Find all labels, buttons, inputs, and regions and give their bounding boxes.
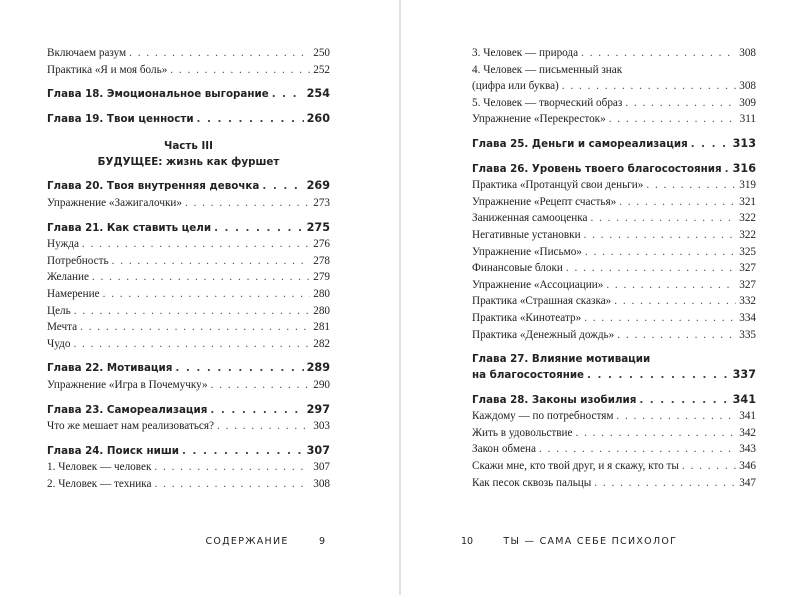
- toc-entry-page: 335: [739, 328, 756, 341]
- toc-entry-page: 303: [313, 420, 330, 433]
- toc-entry-title: Упражнение «Письмо»: [472, 245, 582, 258]
- dot-leader: [175, 360, 303, 377]
- right-running-footer: [461, 536, 677, 547]
- chapter-title: Глава 23. Самореализация: [47, 403, 208, 416]
- chapter-title: Глава 20. Твоя внутренняя девочка: [47, 180, 260, 193]
- toc-entry-line2[interactable]: [472, 78, 756, 95]
- toc-entry-title: 4. Человек — письменный знак: [472, 63, 623, 76]
- toc-entry-page: 279: [313, 271, 330, 284]
- dot-leader: [210, 402, 303, 419]
- chapter-page: 316: [732, 161, 756, 175]
- toc-entry-page: 343: [739, 443, 756, 456]
- toc-entry-title: Упражнение «Ассоциации»: [472, 278, 604, 291]
- dot-leader: [725, 161, 730, 178]
- toc-entry[interactable]: [472, 194, 756, 211]
- chapter-page: 269: [306, 179, 330, 193]
- toc-entry[interactable]: [47, 303, 330, 320]
- toc-entry[interactable]: [47, 459, 330, 476]
- toc-chapter-27[interactable]: [472, 351, 756, 384]
- dot-leader: [272, 86, 304, 103]
- toc-entry-page: 250: [313, 47, 330, 59]
- toc-entry[interactable]: [47, 269, 330, 286]
- dot-leader: [112, 253, 311, 270]
- toc-entry[interactable]: [47, 236, 330, 253]
- toc-entry-title: Упражнение «Перекресток»: [472, 113, 606, 126]
- toc-entry[interactable]: [472, 244, 756, 261]
- toc-entry-line1[interactable]: [472, 62, 756, 79]
- toc-entry[interactable]: [47, 286, 330, 303]
- toc-entry-page: 252: [313, 63, 330, 76]
- toc-entry-title: Практика «Кинотеатр»: [472, 311, 582, 324]
- toc-entry-page: 321: [739, 195, 756, 208]
- toc-entry-page: 334: [739, 311, 756, 324]
- toc-chapter-25[interactable]: [472, 136, 756, 153]
- toc-entry-page: 308: [313, 477, 330, 490]
- toc-entry[interactable]: [472, 177, 756, 194]
- dot-leader: [214, 220, 304, 237]
- page-number: 10: [461, 536, 474, 547]
- toc-entry-title: 2. Человек — техника: [47, 477, 152, 490]
- dot-leader: [92, 269, 310, 286]
- toc-entry-title: Каждому — по потребностям: [472, 410, 614, 423]
- chapter-page: 337: [732, 368, 756, 382]
- toc-chapter-28[interactable]: [472, 392, 756, 409]
- toc-entry-title: Чудо: [47, 337, 71, 350]
- toc-entry-title: Закон обмена: [472, 443, 536, 456]
- toc-entry-page: 327: [739, 278, 756, 291]
- dot-leader: [616, 408, 736, 425]
- toc-entry[interactable]: [472, 95, 756, 112]
- toc-entry-page: 311: [739, 113, 756, 126]
- toc-entry[interactable]: [47, 476, 330, 493]
- toc-chapter-22[interactable]: [47, 360, 330, 377]
- dot-leader: [103, 286, 311, 303]
- chapter-page: 341: [732, 392, 756, 406]
- toc-chapter-21[interactable]: [47, 220, 330, 237]
- toc-entry-page: 347: [739, 476, 756, 489]
- toc-entry-page: 327: [739, 262, 756, 275]
- dot-leader: [170, 62, 310, 79]
- toc-entry-page: 319: [739, 179, 756, 192]
- dot-leader: [584, 310, 736, 327]
- toc-chapter-19[interactable]: [47, 111, 330, 128]
- toc-entry-title: Упражнение «Игра в Почемучку»: [47, 378, 208, 391]
- toc-entry-page: 278: [313, 254, 330, 267]
- dot-leader: [154, 459, 310, 476]
- dot-leader: [155, 476, 311, 493]
- chapter-page: 275: [306, 220, 330, 234]
- toc-entry-title: Жить в удовольствие: [472, 426, 573, 439]
- toc-entry[interactable]: [472, 293, 756, 310]
- page-number: 9: [318, 536, 325, 547]
- toc-entry-title: Практика «Страшная сказка»: [472, 295, 612, 308]
- chapter-title: Глава 27. Влияние мотивации: [472, 353, 651, 366]
- dot-leader: [74, 303, 310, 320]
- chapter-title: Глава 21. Как ставить цели: [47, 221, 212, 234]
- toc-entry-page: 309: [739, 96, 756, 109]
- toc-entry-title: Практика «Протанцуй свои деньги»: [472, 179, 644, 192]
- dot-leader: [609, 111, 737, 128]
- toc-entry-page: 308: [739, 47, 756, 59]
- footer-label: ТЫ — САМА СЕБЕ ПСИХОЛОГ: [503, 536, 678, 547]
- toc-entry-title-cont: (цифра или буква): [472, 80, 559, 93]
- toc-chapter-18[interactable]: [47, 86, 330, 103]
- dot-leader: [73, 336, 310, 353]
- toc-entry-title: Включаем разум: [47, 47, 127, 59]
- dot-leader: [587, 367, 730, 384]
- dot-leader: [594, 475, 736, 492]
- footer-label: СОДЕРЖАНИЕ: [205, 536, 289, 547]
- chapter-title: Глава 26. Уровень твоего благосостояния: [472, 162, 722, 175]
- toc-entry[interactable]: [472, 45, 756, 62]
- toc-entry-page: 273: [313, 196, 330, 209]
- toc-entry-title: Упражнение «Зажигалочки»: [47, 196, 182, 209]
- toc-entry[interactable]: [472, 458, 756, 475]
- toc-entry-page: 341: [739, 410, 756, 423]
- toc-entry-page: 280: [313, 287, 330, 300]
- toc-entry[interactable]: [472, 425, 756, 442]
- chapter-page: 260: [306, 111, 330, 125]
- toc-entry[interactable]: [47, 62, 330, 79]
- toc-entry-title: Нужда: [47, 238, 79, 251]
- dot-leader: [182, 443, 304, 460]
- dot-leader: [82, 236, 310, 253]
- toc-entry-title: 5. Человек — творческий образ: [472, 96, 623, 109]
- dot-leader: [211, 377, 311, 394]
- toc-entry-page: 276: [313, 238, 330, 251]
- toc-entry-title: Как песок сквозь пальцы: [472, 476, 592, 489]
- dot-leader: [606, 277, 736, 294]
- dot-leader: [197, 111, 304, 128]
- dot-leader: [185, 195, 310, 212]
- toc-entry-title: Мечта: [47, 321, 78, 334]
- left-toc: [47, 45, 330, 492]
- toc-entry[interactable]: [472, 408, 756, 425]
- dot-leader: [625, 95, 736, 112]
- toc-entry-page: 281: [313, 321, 330, 334]
- chapter-title-cont: на благосостояние: [472, 369, 585, 382]
- left-page: [0, 0, 399, 595]
- toc-chapter-23[interactable]: [47, 402, 330, 419]
- toc-entry[interactable]: [472, 441, 756, 458]
- dot-leader: [619, 194, 736, 211]
- toc-chapter-20[interactable]: [47, 178, 330, 195]
- dot-leader: [585, 244, 736, 261]
- toc-entry[interactable]: [47, 319, 330, 336]
- chapter-title: Глава 24. Поиск ниши: [47, 444, 179, 457]
- toc-entry-page: 322: [739, 212, 756, 225]
- dot-leader: [80, 319, 310, 336]
- chapter-page: 307: [306, 443, 330, 457]
- part-heading: [47, 139, 330, 170]
- toc-entry-page: 290: [313, 378, 330, 391]
- toc-entry[interactable]: [47, 45, 330, 62]
- toc-entry-page: 322: [739, 228, 756, 241]
- chapter-page: 313: [732, 136, 756, 150]
- toc-entry-title: Намерение: [47, 287, 100, 300]
- toc-entry-title: Цель: [47, 304, 71, 317]
- toc-entry-title: Практика «Я и моя боль»: [47, 63, 168, 76]
- dot-leader: [217, 418, 310, 435]
- dot-leader: [691, 136, 730, 153]
- toc-chapter-24[interactable]: [47, 443, 330, 460]
- chapter-title: Глава 18. Эмоциональное выгорание: [47, 88, 269, 101]
- toc-entry[interactable]: [472, 310, 756, 327]
- toc-entry[interactable]: [472, 111, 756, 128]
- chapter-title: Глава 28. Законы изобилия: [472, 393, 637, 406]
- dot-leader: [682, 458, 736, 475]
- toc-entry[interactable]: [472, 260, 756, 277]
- toc-entry-title: Желание: [47, 271, 89, 284]
- part-subtitle: БУДУЩЕЕ: жизнь как фуршет: [97, 155, 280, 168]
- right-page: [401, 0, 800, 595]
- chapter-title: Глава 22. Мотивация: [47, 362, 173, 375]
- dot-leader: [575, 425, 736, 442]
- toc-entry-title: Практика «Денежный дождь»: [472, 328, 615, 341]
- toc-entry-title: 1. Человек — человек: [47, 461, 152, 474]
- toc-entry-page: 342: [739, 426, 756, 439]
- toc-entry-title: 3. Человек — природа: [472, 47, 579, 59]
- toc-entry[interactable]: [472, 475, 756, 492]
- toc-entry-page: 280: [313, 304, 330, 317]
- toc-entry[interactable]: [47, 336, 330, 353]
- toc-entry-page: 325: [739, 245, 756, 258]
- dot-leader: [539, 441, 736, 458]
- dot-leader: [617, 327, 736, 344]
- chapter-title: Глава 19. Твои ценности: [47, 112, 194, 125]
- part-title: Часть III: [164, 140, 213, 153]
- toc-entry[interactable]: [472, 327, 756, 344]
- toc-entry-page: 282: [313, 337, 330, 350]
- toc-entry-page: 346: [739, 460, 756, 473]
- chapter-page: 289: [306, 361, 330, 375]
- chapter-title: Глава 25. Деньги и самореализация: [472, 137, 688, 150]
- toc-entry-title: Упражнение «Рецепт счастья»: [472, 195, 617, 208]
- right-toc: [472, 45, 756, 491]
- toc-entry[interactable]: [47, 253, 330, 270]
- dot-leader: [639, 392, 729, 409]
- dot-leader: [590, 210, 736, 227]
- dot-leader: [566, 260, 736, 277]
- toc-entry-title: Заниженная самооценка: [472, 212, 588, 225]
- dot-leader: [646, 177, 736, 194]
- chapter-page: 254: [306, 87, 330, 101]
- dot-leader: [614, 293, 736, 310]
- toc-entry-title: Что же мешает нам реализоваться?: [47, 420, 215, 433]
- dot-leader: [581, 45, 736, 62]
- toc-entry-title: Потребность: [47, 254, 109, 267]
- dot-leader: [129, 45, 310, 62]
- chapter-page: 297: [306, 402, 330, 416]
- toc-entry[interactable]: [47, 195, 330, 212]
- toc-entry[interactable]: [472, 277, 756, 294]
- dot-leader: [262, 178, 303, 195]
- toc-entry-page: 308: [739, 80, 756, 93]
- toc-entry[interactable]: [47, 418, 330, 435]
- left-running-footer: [205, 536, 325, 547]
- dot-leader: [584, 227, 737, 244]
- toc-entry-page: 307: [313, 461, 330, 474]
- dot-leader: [562, 78, 736, 95]
- toc-entry-title: Финансовые блоки: [472, 262, 563, 275]
- toc-entry-page: 332: [739, 295, 756, 308]
- toc-entry-title: Скажи мне, кто твой друг, и я скажу, кто ты: [472, 460, 679, 473]
- toc-entry-title: Негативные установки: [472, 228, 581, 241]
- toc-entry[interactable]: [472, 227, 756, 244]
- toc-entry[interactable]: [47, 377, 330, 394]
- toc-chapter-26[interactable]: [472, 161, 756, 178]
- toc-entry[interactable]: [472, 210, 756, 227]
